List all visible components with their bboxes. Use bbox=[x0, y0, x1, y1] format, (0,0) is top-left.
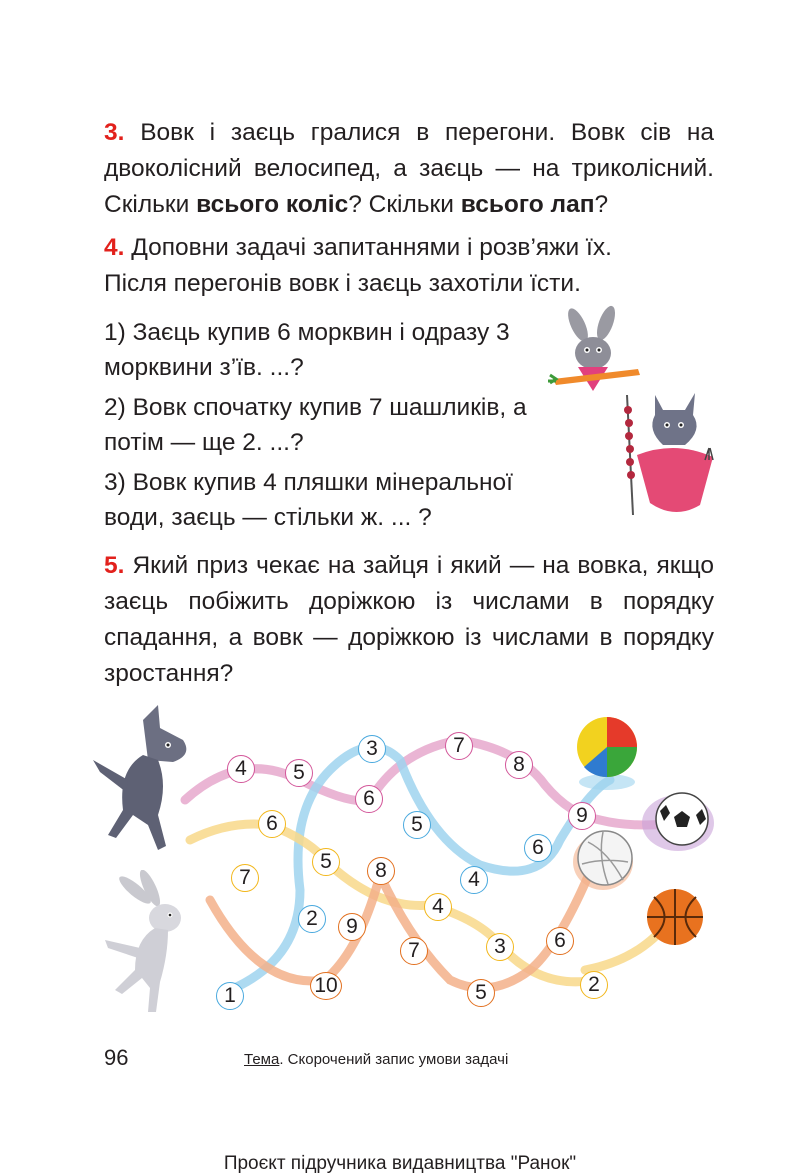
soccer-ball-icon bbox=[640, 785, 720, 857]
pink-number-circle: 7 bbox=[445, 732, 473, 760]
pink-number-circle: 6 bbox=[355, 785, 383, 813]
task-3-text-end: ? bbox=[594, 191, 609, 218]
blue-number-circle: 3 bbox=[358, 735, 386, 763]
volleyball-icon bbox=[568, 822, 638, 894]
task-3-number: 3. bbox=[104, 119, 125, 146]
task-5-number: 5. bbox=[104, 552, 125, 579]
blue-number-circle: 5 bbox=[403, 811, 431, 839]
page-number: 96 bbox=[104, 1045, 129, 1070]
task-3 bbox=[104, 115, 714, 223]
yellow-number-circle: 3 bbox=[486, 933, 514, 961]
task-4-item-2: 2) Вовк спочатку купив 7 шашликів, а потім — ще 2. ...? bbox=[104, 394, 527, 456]
orange-path bbox=[210, 860, 595, 988]
task-4-item-1: 1) Заєць купив 6 морквин і одразу 3 морквини з’їв. ...? bbox=[104, 319, 510, 381]
yellow-number-circle: 6 bbox=[258, 810, 286, 838]
pink-number-circle: 9 bbox=[568, 802, 596, 830]
task-4-item-3: 3) Вовк купив 4 пляшки мінеральної води, заєць — стільки ж. ... ? bbox=[104, 469, 513, 531]
task-3-bold-paws: всього лап bbox=[460, 191, 595, 218]
task-4-intro bbox=[104, 230, 714, 302]
task-4-intro-line2: Після перегонів вовк і заєць захотіли їсти. bbox=[104, 270, 581, 297]
task-4-number: 4. bbox=[104, 234, 125, 261]
yellow-number-circle: 5 bbox=[312, 848, 340, 876]
task-3-text: Вовк і заєць гралися в перегони. Вовк сів на двоколісний велосипед, а заєць — на триколісний. Скільки bbox=[104, 119, 714, 218]
yellow-number-circle: 7 bbox=[231, 864, 259, 892]
task-4-intro-line1: Доповни задачі запитаннями і розв’яжи їх. bbox=[124, 234, 612, 261]
yellow-number-circle: 4 bbox=[424, 893, 452, 921]
orange-number-circle: 7 bbox=[400, 937, 428, 965]
orange-number-circle: 10 bbox=[310, 972, 342, 1000]
beach-ball-icon bbox=[572, 712, 642, 792]
blue-number-circle: 1 bbox=[216, 982, 244, 1010]
basketball-icon bbox=[640, 882, 710, 952]
task-5-text: Який приз чекає на зайця і який — на вовка, якщо заєць побіжить доріжкою із числами в порядку спадання, а вовк — доріжкою із числами в порядку зростання? bbox=[104, 552, 714, 687]
orange-number-circle: 6 bbox=[546, 927, 574, 955]
project-note: Проєкт підручника видавництва "Ранок" bbox=[223, 1153, 577, 1174]
task-3-text-mid: ? Скільки bbox=[348, 191, 461, 218]
blue-number-circle: 2 bbox=[298, 905, 326, 933]
pink-number-circle: 8 bbox=[505, 751, 533, 779]
task-5 bbox=[104, 548, 714, 692]
running-wolf-illustration bbox=[88, 700, 208, 860]
page-topic bbox=[244, 1051, 508, 1068]
topic-text: . Скорочений запис умови задачі bbox=[279, 1051, 509, 1068]
running-hare-illustration bbox=[90, 870, 210, 1020]
orange-number-circle: 5 bbox=[467, 979, 495, 1007]
pink-number-circle: 4 bbox=[227, 755, 255, 783]
pink-number-circle: 5 bbox=[285, 759, 313, 787]
wolf-with-skewer-illustration bbox=[615, 385, 720, 525]
orange-number-circle: 8 bbox=[367, 857, 395, 885]
blue-number-circle: 4 bbox=[460, 866, 488, 894]
yellow-number-circle: 2 bbox=[580, 971, 608, 999]
task-3-bold-wheels: всього коліс bbox=[196, 191, 349, 218]
orange-number-circle: 9 bbox=[338, 913, 366, 941]
blue-number-circle: 6 bbox=[524, 834, 552, 862]
topic-label: Тема bbox=[244, 1051, 280, 1068]
